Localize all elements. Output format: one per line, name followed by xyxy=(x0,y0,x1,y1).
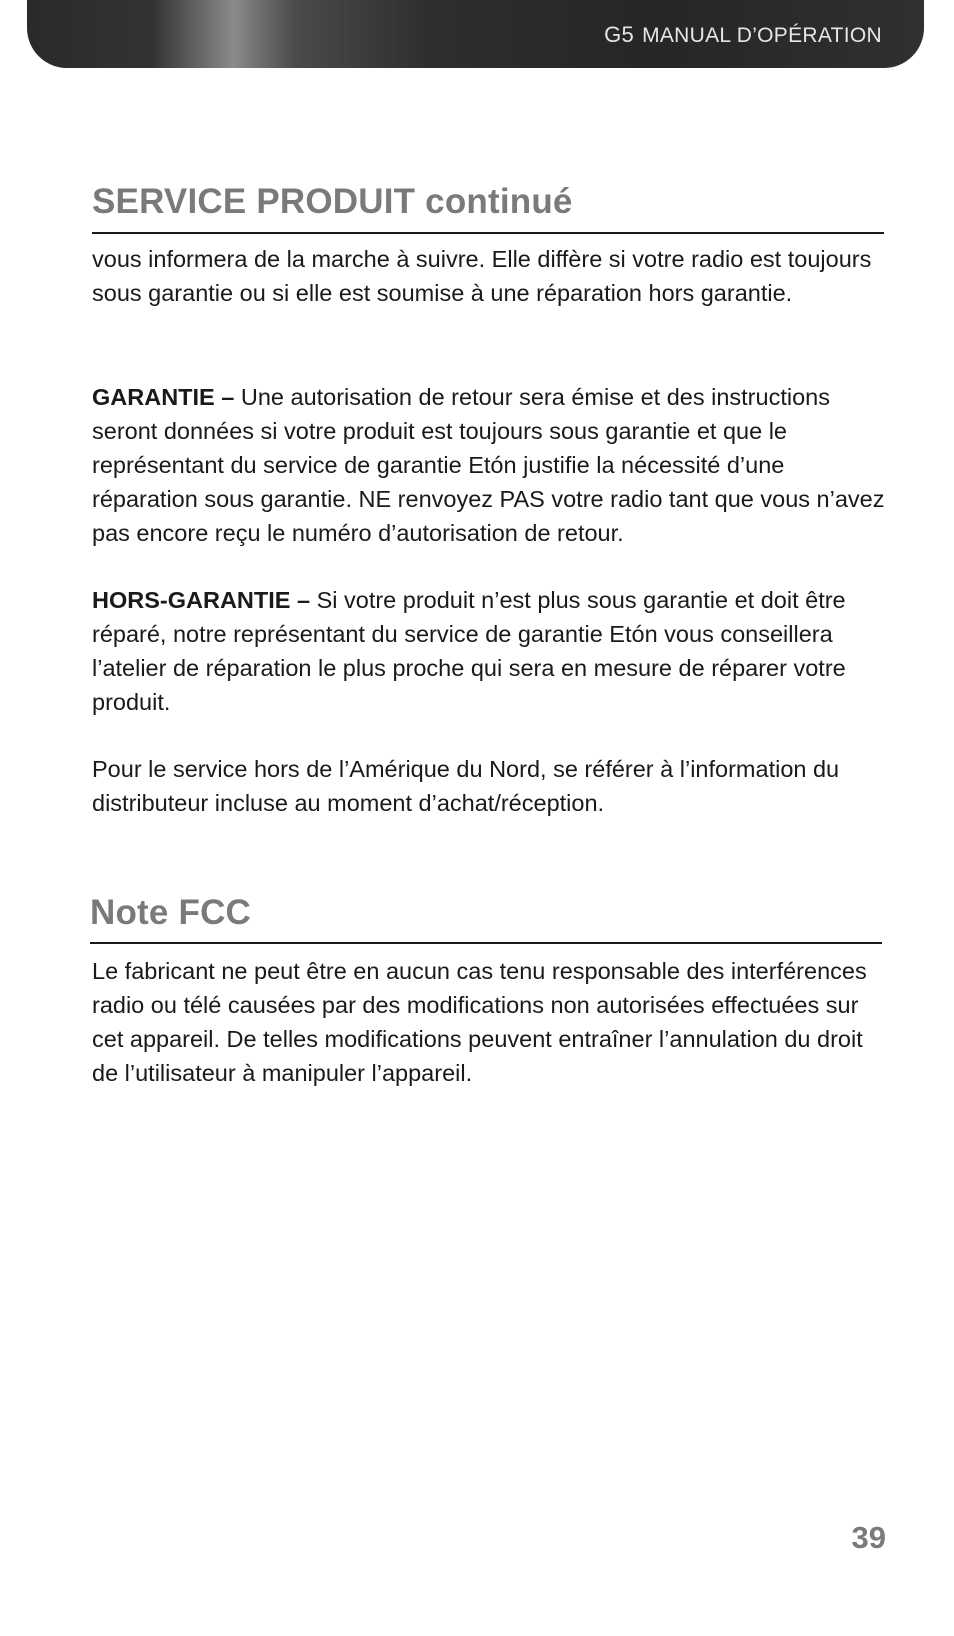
warranty-lead: GARANTIE – xyxy=(92,384,235,410)
fcc-heading: Note FCC xyxy=(90,893,252,932)
out-of-warranty-text: Si votre produit n’est plus sous garantie et doit être réparé, notre représentant du service de garantie Etón vous conseillera l’atelier de réparation le plus proche qui sera en mesure de réparer votre produit. xyxy=(92,587,846,715)
manual-name: MANUAL D’OPÉRATION xyxy=(642,24,882,47)
header-band xyxy=(27,0,924,68)
warranty-text: Une autorisation de retour sera émise et des instructions seront données si votre produit est toujours sous garantie et que le représentant du service de garantie Etón justifie la nécessité d’une réparation sous garantie. NE renvoyez PAS votre radio tant que vous n’avez pas encore reçu le numéro d’autorisation de retour. xyxy=(92,384,885,546)
model-name: G5 xyxy=(604,22,635,47)
service-intro-paragraph: vous informera de la marche à suivre. Elle diffère si votre radio est toujours sous garantie ou si elle est soumise à une réparation hors garantie. xyxy=(92,246,872,306)
fcc-heading-rule xyxy=(90,942,882,944)
service-heading-rule xyxy=(92,232,884,234)
fcc-paragraph: Le fabricant ne peut être en aucun cas tenu responsable des interférences radio ou télé causées par des modifications non autorisées effectuées sur cet appareil. De telles modifications peuvent entraîner l’annulation du droit de l’utilisateur à manipuler l’appareil. xyxy=(92,958,867,1086)
out-of-warranty-paragraph xyxy=(92,583,892,719)
manual-title xyxy=(604,22,882,48)
warranty-paragraph xyxy=(92,380,892,550)
page-number: 39 xyxy=(851,1520,886,1555)
outside-north-america-paragraph: Pour le service hors de l’Amérique du Nord, se référer à l’information du distributeur incluse au moment d’achat/réception. xyxy=(92,756,840,816)
out-of-warranty-lead: HORS-GARANTIE – xyxy=(92,587,311,613)
service-heading: SERVICE PRODUIT continué xyxy=(92,182,573,221)
